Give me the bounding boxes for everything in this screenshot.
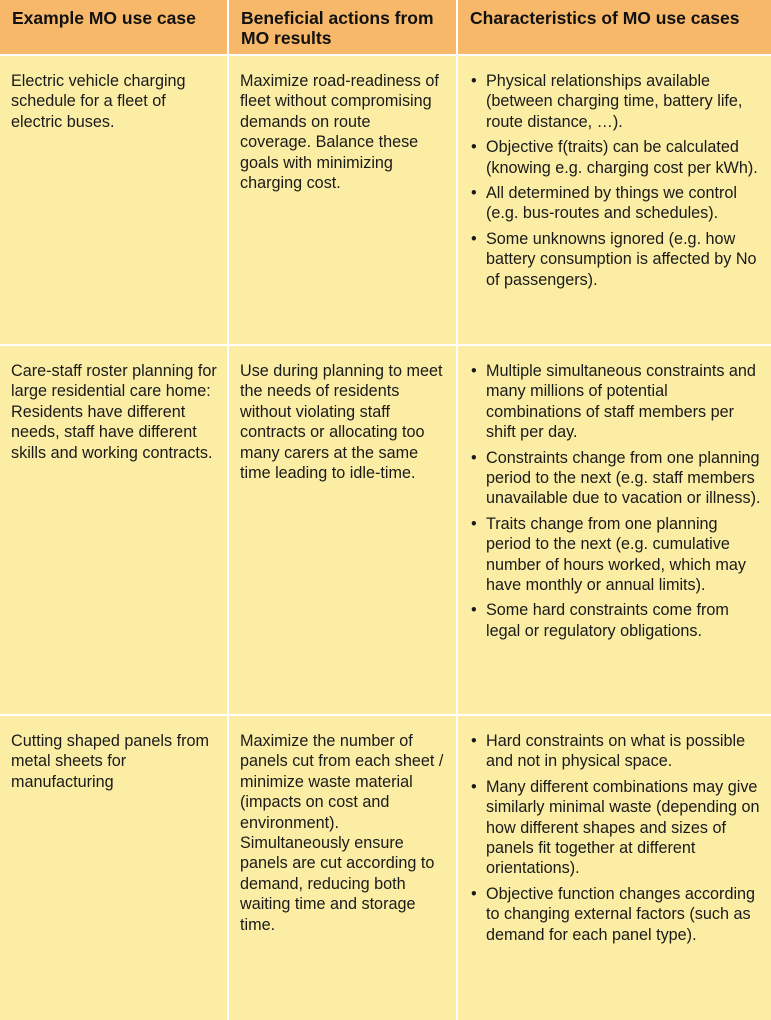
- row-1-use-case: Electric vehicle charging schedule for a fleet of electric buses.: [0, 56, 229, 346]
- bullet-icon: •: [471, 138, 477, 157]
- row-3-characteristics: [458, 716, 771, 1020]
- bullet-icon: •: [471, 601, 477, 620]
- list-item-text: Objective f(traits) can be calculated (knowing e.g. charging cost per kWh).: [486, 138, 758, 177]
- row-3-use-case: Cutting shaped panels from metal sheets for manufacturing: [0, 716, 229, 1020]
- list-item: [471, 884, 763, 945]
- bullet-icon: •: [471, 732, 477, 750]
- row-3-characteristics-list: [458, 716, 771, 945]
- list-item-text: Constraints change from one planning period to the next (e.g. staff members unavailable due to vacation or illness).: [486, 448, 761, 508]
- row-2-characteristics-list: [458, 346, 771, 641]
- bullet-icon: •: [471, 229, 477, 248]
- list-item: [471, 731, 763, 772]
- list-item-text: Hard constraints on what is possible and not in physical space.: [486, 732, 746, 771]
- list-item-text: Multiple simultaneous constraints and many millions of potential combinations of staff members per shift per day.: [486, 362, 756, 442]
- list-item-text: Many different combinations may give similarly minimal waste (depending on how different shapes and sizes of panels fit together at different orientations).: [486, 777, 760, 878]
- list-item: [471, 71, 763, 132]
- list-item: [471, 514, 763, 596]
- list-item: [471, 137, 763, 178]
- header-example-use-case: Example MO use case: [0, 0, 229, 56]
- list-item-text: Traits change from one planning period to the next (e.g. cumulative number of hours worked, which may have monthly or annual limits).: [486, 514, 747, 595]
- list-item-text: All determined by things we control (e.g. bus-routes and schedules).: [486, 184, 738, 223]
- list-item: [471, 183, 763, 224]
- header-beneficial-actions: Beneficial actions from MO results: [229, 0, 458, 56]
- row-2-characteristics: [458, 346, 771, 716]
- bullet-icon: •: [471, 777, 477, 796]
- row-3-actions: Maximize the number of panels cut from each sheet / minimize waste material (impacts on cost and environment). Simultaneously ensure panels are cut according to demand, reducing both waiting time and storage time.: [229, 716, 458, 1020]
- list-item: [471, 448, 763, 509]
- list-item: [471, 777, 763, 879]
- list-item-text: Objective function changes according to changing external factors (such as demand for each panel type).: [486, 884, 756, 944]
- list-item-text: Some hard constraints come from legal or regulatory obligations.: [486, 601, 729, 640]
- row-1-characteristics: [458, 56, 771, 346]
- header-characteristics: Characteristics of MO use cases: [458, 0, 771, 56]
- bullet-icon: •: [471, 184, 477, 203]
- list-item: [471, 361, 763, 443]
- row-2-use-case: Care-staff roster planning for large residential care home: Residents have different needs, staff have different skills and working contracts.: [0, 346, 229, 716]
- bullet-icon: •: [471, 448, 477, 467]
- bullet-icon: •: [471, 362, 477, 380]
- bullet-icon: •: [471, 884, 477, 903]
- list-item: [471, 229, 763, 290]
- row-1-actions: Maximize road-readiness of fleet without compromising demands on route coverage. Balance these goals with minimizing charging cost.: [229, 56, 458, 346]
- list-item-text: Some unknowns ignored (e.g. how battery consumption is affected by No of passengers).: [486, 229, 757, 289]
- list-item: [471, 600, 763, 641]
- list-item-text: Physical relationships available (between charging time, battery life, route distance, …).: [486, 72, 743, 131]
- bullet-icon: •: [471, 72, 477, 90]
- bullet-icon: •: [471, 514, 477, 533]
- row-2-actions: Use during planning to meet the needs of residents without violating staff contracts or allocating too many carers at the same time leading to idle-time.: [229, 346, 458, 716]
- row-1-characteristics-list: [458, 56, 771, 290]
